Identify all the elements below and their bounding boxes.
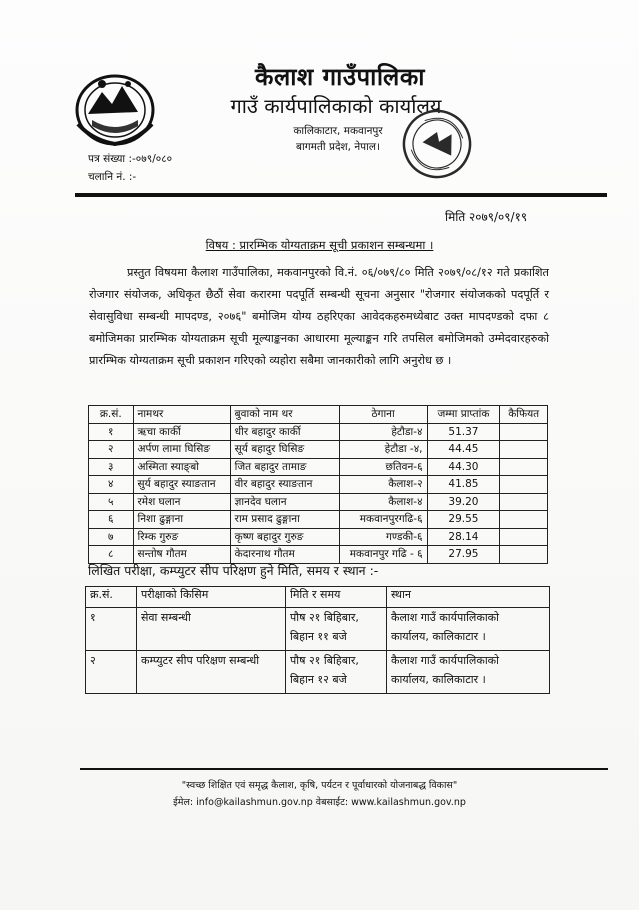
date-time-cell <box>286 651 387 694</box>
serial-cell <box>86 651 137 694</box>
venue-cell-line: कार्यालय, कालिकाटार । <box>391 673 486 686</box>
office-address-line2: बागमती प्रदेश, नेपाल। <box>296 141 380 153</box>
venue-cell <box>387 608 550 651</box>
exam-type-cell-line: कम्प्युटर सीप परिक्षण सम्बन्धी <box>141 654 260 667</box>
father-name-cell: ज्ञानदेव घलान <box>230 493 339 511</box>
table-row <box>89 493 548 511</box>
serial-cell: ८ <box>89 546 134 564</box>
address-cell: छतिवन-६ <box>339 458 427 476</box>
venue-cell-line: कार्यालय, कालिकाटार । <box>391 630 486 643</box>
header-father-name: बुवाको नाम थर <box>230 406 339 424</box>
exam-type-cell-line: सेवा सम्बन्धी <box>141 611 191 624</box>
name-cell: ऋचा कार्की <box>133 423 230 441</box>
exam-type-cell <box>137 651 286 694</box>
table-row <box>89 511 548 529</box>
header-venue: स्थान <box>387 587 550 608</box>
serial-cell-line: २ <box>90 654 96 667</box>
office-name: गाउँ कार्यपालिकाको कार्यालय <box>230 94 442 118</box>
score-cell: 44.45 <box>427 441 500 459</box>
address-cell: मकवानपुर गढि - ६ <box>339 546 427 564</box>
address-cell: कैलाश-२ <box>339 476 427 494</box>
footer-slogan: "स्वच्छ शिक्षित एवं समृद्ध कैलाश, कृषि, पर्यटन र पूर्वाधारको योजनाबद्ध विकास" <box>181 780 458 791</box>
exam-type-cell <box>137 608 286 651</box>
letter-date: मिति २०७९/०९/१९ <box>445 210 528 224</box>
date-time-cell-line: पौष २१ बिहिबार, <box>290 611 359 624</box>
name-cell: रमेश घलान <box>133 493 230 511</box>
venue-cell-line: कैलाश गाउँ कार्यपालिकाको <box>391 611 499 624</box>
header-divider <box>75 193 607 197</box>
name-cell: अर्पण लामा घिसिङ <box>133 441 230 459</box>
serial-cell: ५ <box>89 493 134 511</box>
date-time-cell <box>286 608 387 651</box>
score-cell: 29.55 <box>427 511 500 529</box>
merit-list-table <box>88 405 548 564</box>
table-row <box>89 441 548 459</box>
exam-schedule-table <box>85 586 550 694</box>
subject-text: विषय : प्रारम्भिक योग्यताक्रम सूची प्रकाशन सम्बन्धमा । <box>205 238 434 252</box>
letter-body: प्रस्तुत विषयमा कैलाश गाउँपालिका, मकवानपुरको वि.नं. ०६/०७९/८० मिति २०७९/०८/१२ गते प्रकाशित रोजगार संयोजक, अधिकृत छैठौं सेवा करारमा पदपूर्ति सम्बन्धी सूचना अनुसार "रोजगार संयोजकको पदपूर्ति र सेवासुविधा सम्बन्धी मापदण्ड, २०७६" बमोजिम योग्य ठहरिएका आवेदकहरुमध्येबाट उक्त मापदण्डको दफा ८ बमोजिमका प्रारम्भिक योग्यताक्रम सूची मूल्याङ्कनका आधारमा मूल्याङ्कन गरि तपसिल बमोजिमको उम्मेदवारहरुको प्रारम्भिक योग्यताक्रम सूची प्रकाशन गरिएको व्यहोरा सबैमा जानकारीको लागि अनुरोध छ । <box>89 266 549 367</box>
header-address: ठेगाना <box>339 406 427 424</box>
father-name-cell: राम प्रसाद ढुङ्गाना <box>230 511 339 529</box>
name-cell: रिम्क गुरुङ <box>133 528 230 546</box>
table-row <box>89 528 548 546</box>
address-cell: हेटौडा -४, <box>339 441 427 459</box>
table-row <box>89 546 548 564</box>
father-name-cell: केदारनाथ गौतम <box>230 546 339 564</box>
serial-cell: ३ <box>89 458 134 476</box>
address-cell: कैलाश-४ <box>339 493 427 511</box>
father-name-cell: वीर बहादुर स्याङतान <box>230 476 339 494</box>
address-cell: गण्डकी-६ <box>339 528 427 546</box>
serial-cell <box>86 608 137 651</box>
father-name-cell: कृष्ण बहादुर गुरुङ <box>230 528 339 546</box>
father-name-cell: जित बहादुर तामाङ <box>230 458 339 476</box>
table-row <box>89 458 548 476</box>
municipality-name: कैलाश गाउँपालिका <box>255 62 425 91</box>
date-time-cell-line: पौष २१ बिहिबार, <box>290 654 359 667</box>
name-cell: निशा ढुङ्गाना <box>133 511 230 529</box>
header-name: नामथर <box>133 406 230 424</box>
serial-cell: २ <box>89 441 134 459</box>
remarks-cell <box>500 476 548 494</box>
header-serial: क्र.सं. <box>86 587 137 608</box>
score-cell: 28.14 <box>427 528 500 546</box>
serial-cell: ६ <box>89 511 134 529</box>
score-cell: 44.30 <box>427 458 500 476</box>
header-total-score: जम्मा प्राप्तांक <box>427 406 500 424</box>
father-name-cell: सूर्य बहादुर घिसिङ <box>230 441 339 459</box>
score-cell: 51.37 <box>427 423 500 441</box>
serial-cell: ४ <box>89 476 134 494</box>
header-remarks: कैफियत <box>500 406 548 424</box>
footer-contact: ईमेल: info@kailashmun.gov.np वेबसाईट: www.kailashmun.gov.np <box>173 797 466 808</box>
name-cell: अस्मिता स्याङ्बो <box>133 458 230 476</box>
serial-cell-line: १ <box>90 611 96 624</box>
table-row <box>89 423 548 441</box>
remarks-cell <box>500 458 548 476</box>
serial-cell: १ <box>89 423 134 441</box>
header-exam-type: परीक्षाको किसिम <box>137 587 286 608</box>
office-address-line1: कालिकाटार, मकवानपुर <box>293 125 383 137</box>
exam-schedule-title: लिखित परीक्षा, कम्प्युटर सीप परिक्षण हुने मिति, समय र स्थान :- <box>88 563 379 578</box>
name-cell: सन्तोष गौतम <box>133 546 230 564</box>
table-header-row <box>89 406 548 424</box>
office-seal-icon <box>398 98 476 190</box>
table-row <box>86 651 550 694</box>
remarks-cell <box>500 423 548 441</box>
date-time-cell-line: बिहान १२ बजे <box>290 673 347 686</box>
father-name-cell: धीर बहादुर कार्की <box>230 423 339 441</box>
address-cell: मकवानपुरगढि-६ <box>339 511 427 529</box>
date-time-cell-line: बिहान ११ बजे <box>290 630 347 643</box>
remarks-cell <box>500 493 548 511</box>
address-cell: हेटौडा-४ <box>339 423 427 441</box>
reference-number: पत्र संख्या :-०७९/०८० <box>88 153 173 165</box>
table-row <box>86 608 550 651</box>
header-date-time: मिति र समय <box>286 587 387 608</box>
venue-cell <box>387 651 550 694</box>
letter-subject <box>0 238 639 253</box>
name-cell: सुर्य बहादुर स्याङतान <box>133 476 230 494</box>
table-row <box>89 476 548 494</box>
table-header-row <box>86 587 550 608</box>
nepal-government-emblem-icon <box>72 70 158 148</box>
footer-divider <box>80 768 608 770</box>
score-cell: 27.95 <box>427 546 500 564</box>
remarks-cell <box>500 528 548 546</box>
remarks-cell <box>500 441 548 459</box>
serial-cell: ७ <box>89 528 134 546</box>
score-cell: 39.20 <box>427 493 500 511</box>
remarks-cell <box>500 546 548 564</box>
remarks-cell <box>500 511 548 529</box>
header-serial: क्र.सं. <box>89 406 134 424</box>
dispatch-number: चलानि नं. :- <box>88 171 137 183</box>
score-cell: 41.85 <box>427 476 500 494</box>
venue-cell-line: कैलाश गाउँ कार्यपालिकाको <box>391 654 499 667</box>
